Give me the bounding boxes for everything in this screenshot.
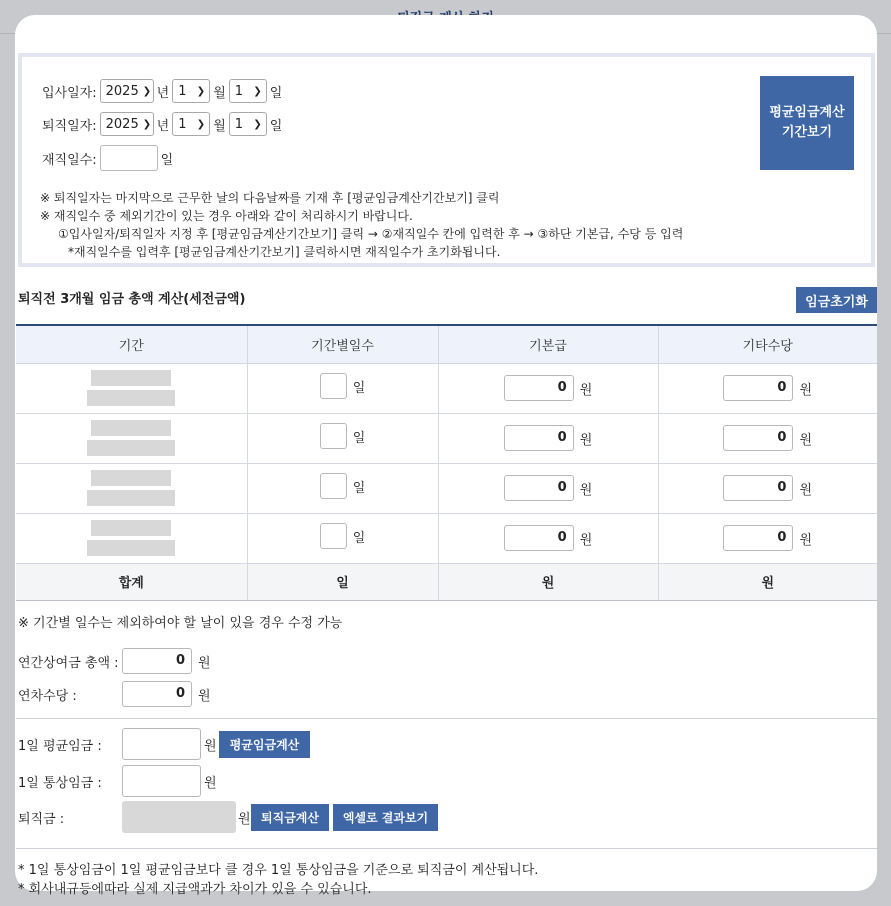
leave-day-select[interactable]: 1 ❯: [229, 112, 267, 136]
bonus-label: 연간상여금 총액 :: [18, 655, 119, 671]
leave-pay-row: 연차수당 : 0 원: [18, 681, 211, 707]
period-cell: [16, 463, 247, 513]
avg-wage-calc-button[interactable]: 평균임금계산: [219, 731, 310, 758]
period-placeholder: [87, 540, 175, 556]
footer-note-1: * 1일 통상임금이 1일 평균임금보다 클 경우 1일 통상임금을 기준으로 퇴직금이 계산됩니다.: [18, 863, 539, 878]
leave-pay-label: 연차수당 :: [18, 688, 77, 704]
base-pay-input[interactable]: 0: [504, 475, 574, 501]
sum-label: 합계: [16, 563, 247, 600]
base-pay-input[interactable]: 0: [504, 375, 574, 401]
bonus-input[interactable]: 0: [122, 648, 192, 674]
days-input[interactable]: [320, 423, 347, 449]
avg-wage-row: 1일 평균임금 : 원: [18, 728, 217, 760]
note-3: ①입사일자/퇴직일자 지정 후 [평균임금계산기간보기] 클릭 → ②재직일수 칸에 입력한 후 → ③하단 기본급, 수당 등 입력: [58, 227, 684, 241]
wage-reset-button[interactable]: 임금초기화: [796, 287, 877, 313]
extra-pay-input[interactable]: 0: [723, 375, 793, 401]
sum-extra-pay: 원: [658, 563, 877, 600]
col-days: 기간별일수: [247, 325, 438, 363]
period-placeholder: [87, 490, 175, 506]
join-year-select[interactable]: 2025 ❯: [100, 79, 154, 103]
ordinary-wage-input[interactable]: [122, 765, 201, 797]
period-placeholder: [91, 420, 171, 436]
work-days-input[interactable]: [100, 145, 158, 171]
bonus-row: 연간상여금 총액 : 0 원: [18, 648, 211, 674]
period-placeholder: [91, 520, 171, 536]
chevron-down-icon: ❯: [142, 118, 152, 130]
ordinary-wage-row: 1일 통상임금 : 원: [18, 765, 217, 797]
avg-wage-output: [122, 728, 201, 760]
days-input[interactable]: [320, 473, 347, 499]
period-cell: [16, 513, 247, 563]
leave-date-row: 퇴직일자: 2025 ❯ 년 1 ❯ 월 1 ❯ 일: [42, 112, 282, 136]
sum-days: 일: [247, 563, 438, 600]
footer-note-2: * 회사내규등에따라 실제 지급액과가 차이가 있을 수 있습니다.: [18, 882, 372, 897]
join-date-row: 입사일자: 2025 ❯ 년 1 ❯ 월 1 ❯ 일: [42, 79, 282, 103]
join-day-select[interactable]: 1 ❯: [229, 79, 267, 103]
severance-label: 퇴직금 :: [18, 811, 65, 827]
note-4: *재직일수를 입력후 [평균임금계산기간보기] 클릭하시면 재직일수가 초기화됩니다.: [68, 245, 501, 259]
period-cell: [16, 413, 247, 463]
period-note: ※ 기간별 일수는 제외하여야 할 날이 있을 경우 수정 가능: [18, 616, 343, 631]
chevron-down-icon: ❯: [196, 85, 206, 97]
table-row: 일 0 원 0 원: [16, 513, 877, 563]
period-placeholder: [87, 390, 175, 406]
severance-row: 퇴직금 : 원: [18, 801, 251, 833]
severance-calc-button[interactable]: 퇴직금계산: [251, 804, 329, 831]
wage-section-title: 퇴직전 3개월 임금 총액 계산(세전금액): [18, 292, 246, 307]
avg-wage-label: 1일 평균임금 :: [18, 738, 102, 754]
period-placeholder: [91, 370, 171, 386]
excel-result-button[interactable]: 엑셀로 결과보기: [333, 804, 438, 831]
sum-row: [16, 563, 877, 600]
work-days-row: 재직일수: 일: [42, 145, 173, 171]
join-date-label: 입사일자:: [42, 85, 97, 101]
chevron-down-icon: ❯: [253, 85, 262, 97]
col-period: 기간: [16, 325, 247, 363]
divider: [16, 848, 877, 849]
period-placeholder: [87, 440, 175, 456]
join-month-select[interactable]: 1 ❯: [172, 79, 210, 103]
sum-base-pay: 원: [438, 563, 658, 600]
leave-pay-input[interactable]: 0: [122, 681, 192, 707]
chevron-down-icon: ❯: [253, 118, 262, 130]
note-1: ※ 퇴직일자는 마지막으로 근무한 날의 다음날짜를 기재 후 [평균임금계산기간보기] 클릭: [40, 191, 500, 205]
table-row: 일 0 원 0 원: [16, 413, 877, 463]
divider: [16, 718, 877, 719]
col-base-pay: 기본급: [438, 325, 658, 363]
leave-date-label: 퇴직일자:: [42, 118, 97, 134]
period-placeholder: [91, 470, 171, 486]
base-pay-input[interactable]: 0: [504, 425, 574, 451]
table-row: 일 0 원 0 원: [16, 463, 877, 513]
days-input[interactable]: [320, 373, 347, 399]
severance-output: [122, 801, 236, 833]
ordinary-wage-label: 1일 통상임금 :: [18, 775, 102, 791]
chevron-down-icon: ❯: [142, 85, 152, 97]
base-pay-input[interactable]: 0: [504, 525, 574, 551]
leave-month-select[interactable]: 1 ❯: [172, 112, 210, 136]
work-days-label: 재직일수:: [42, 152, 97, 168]
note-2: ※ 재직일수 중 제외기간이 있는 경우 아래와 같이 처리하시기 바랍니다.: [40, 209, 413, 223]
wage-table: [16, 324, 877, 601]
period-cell: [16, 363, 247, 413]
extra-pay-input[interactable]: 0: [723, 525, 793, 551]
table-row: 일 0 원 0 원: [16, 363, 877, 413]
days-input[interactable]: [320, 523, 347, 549]
chevron-down-icon: ❯: [196, 118, 206, 130]
leave-year-select[interactable]: 2025 ❯: [100, 112, 154, 136]
period-view-button[interactable]: 평균임금계산 기간보기: [760, 76, 854, 170]
date-input-box: [18, 53, 875, 267]
extra-pay-input[interactable]: 0: [723, 425, 793, 451]
extra-pay-input[interactable]: 0: [723, 475, 793, 501]
wage-table-header: [16, 325, 877, 363]
col-extra-pay: 기타수당: [658, 325, 877, 363]
